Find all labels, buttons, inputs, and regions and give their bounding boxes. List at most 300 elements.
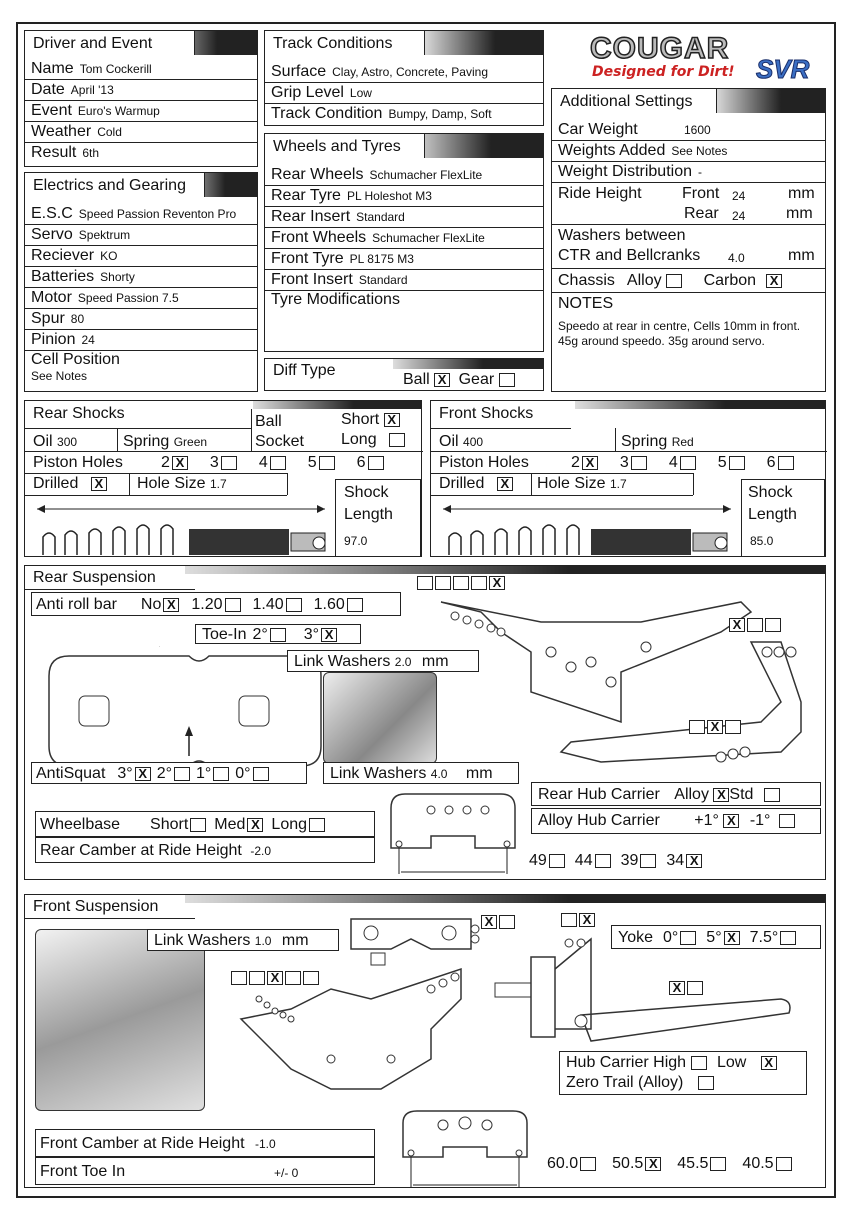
front-width-option-checkbox[interactable] bbox=[776, 1157, 792, 1171]
front-camber-value[interactable]: -1.0 bbox=[254, 1137, 276, 1151]
rear-shocks-panel bbox=[24, 400, 422, 557]
arb-option-label: 1.40 bbox=[252, 596, 284, 613]
yoke-label: Yoke bbox=[618, 929, 653, 946]
front-caster-hole-checkbox[interactable] bbox=[561, 913, 577, 927]
field-value[interactable]: 6th bbox=[82, 146, 100, 160]
field-label: Servo bbox=[31, 226, 73, 243]
rear-link-washers-bottom-label: Link Washers bbox=[330, 765, 427, 782]
front-block-drawing bbox=[397, 1107, 537, 1189]
rear-link-washers-bottom-value[interactable]: 4.0 bbox=[430, 767, 448, 781]
notes-label: NOTES bbox=[558, 295, 614, 312]
rear-shock-drawing bbox=[29, 499, 331, 555]
front-tower-drawing bbox=[231, 909, 501, 1105]
car-weight-value[interactable]: 1600 bbox=[684, 122, 711, 137]
rear-arm-hole-checkbox[interactable] bbox=[725, 720, 741, 734]
front-tower-hole-checkbox[interactable]: X bbox=[267, 971, 283, 985]
car-weight-label: Car Weight bbox=[558, 120, 638, 138]
row-track-condition bbox=[265, 103, 543, 124]
row-rear-insert bbox=[265, 206, 543, 227]
front-hub-low-label: Low bbox=[716, 1054, 747, 1071]
plus1-label: +1° bbox=[694, 812, 719, 829]
alloy-hub-carrier-row bbox=[531, 808, 821, 834]
rear-hub-boxes bbox=[729, 616, 783, 634]
front-shock-drawing bbox=[435, 499, 737, 555]
row-batteries bbox=[25, 266, 257, 287]
rear-hub-carrier-row bbox=[531, 782, 821, 806]
rear-piston-hole-option-label: 5 bbox=[307, 454, 317, 471]
front-width-options bbox=[547, 1155, 792, 1173]
front-hub-label: Hub Carrier bbox=[566, 1054, 649, 1071]
rear-short-checkbox[interactable]: X bbox=[384, 413, 400, 427]
rear-width-option-label: 34 bbox=[666, 852, 685, 869]
antisquat-option-checkbox[interactable] bbox=[253, 767, 269, 781]
rear-hub-std-label: Std bbox=[729, 786, 754, 803]
rear-piston-hole-option-label: 2 bbox=[161, 454, 170, 471]
toe-option-checkbox[interactable] bbox=[270, 628, 286, 642]
plus1-checkbox[interactable]: X bbox=[723, 814, 739, 828]
rear-hub-hole-checkbox[interactable] bbox=[765, 618, 781, 632]
front-spring-value[interactable]: Red bbox=[671, 435, 694, 449]
chassis-alloy-checkbox[interactable] bbox=[666, 274, 682, 288]
chassis-carbon-label: Carbon bbox=[703, 271, 757, 289]
field-label: Rear Wheels bbox=[271, 165, 364, 183]
front-susp-title: Front Suspension bbox=[33, 898, 159, 915]
front-width-option-checkbox[interactable] bbox=[580, 1157, 596, 1171]
field-value[interactable]: Schumacher FlexLite bbox=[372, 231, 485, 245]
field-value[interactable]: April '13 bbox=[70, 83, 114, 97]
field-label: Rear Tyre bbox=[271, 187, 341, 204]
rear-length-box bbox=[335, 479, 421, 557]
toe-option-label: 2° bbox=[252, 626, 268, 643]
row-front-insert bbox=[265, 269, 543, 290]
rear-oil-value[interactable]: 300 bbox=[57, 435, 78, 449]
ride-rear-mm: mm bbox=[786, 205, 813, 222]
rear-drilled-checkbox[interactable]: X bbox=[91, 477, 107, 491]
tyre-mods-row bbox=[265, 290, 543, 350]
row-pinion bbox=[25, 329, 257, 350]
rear-oil-label: Oil bbox=[33, 433, 53, 450]
rear-width-option-label: 44 bbox=[574, 852, 593, 869]
minus1-label: -1° bbox=[749, 812, 771, 829]
field-label: Weather bbox=[31, 123, 92, 140]
antisquat-option-checkbox[interactable] bbox=[213, 767, 229, 781]
front-caster-hole-checkbox[interactable]: X bbox=[579, 913, 595, 927]
rear-ball-label: Ball bbox=[255, 413, 282, 430]
wheels-title: Wheels and Tyres bbox=[265, 134, 425, 158]
field-value[interactable]: Tom Cockerill bbox=[79, 61, 152, 76]
additional-title: Additional Settings bbox=[552, 89, 717, 113]
rear-width-option-checkbox[interactable] bbox=[595, 854, 611, 868]
row-front-wheels bbox=[265, 227, 543, 248]
antisquat-option-label: 1° bbox=[195, 765, 212, 782]
rear-long-label: Long bbox=[341, 431, 377, 448]
field-label: Result bbox=[31, 144, 77, 161]
front-caster-boxes bbox=[561, 911, 597, 929]
chassis-carbon-checkbox[interactable]: X bbox=[766, 274, 782, 288]
field-value[interactable]: Schumacher FlexLite bbox=[369, 167, 483, 182]
yoke-option-label: 7.5° bbox=[749, 929, 779, 946]
additional-panel bbox=[551, 88, 826, 392]
front-piston-hole-option-checkbox[interactable] bbox=[778, 456, 794, 470]
tyre-mods-label: Tyre Modifications bbox=[271, 291, 400, 308]
diff-title: Diff Type bbox=[273, 362, 336, 379]
rear-tower-hole-checkbox[interactable] bbox=[453, 576, 469, 590]
rear-hub-std-checkbox[interactable] bbox=[764, 788, 780, 802]
wheelbase-option-checkbox[interactable] bbox=[309, 818, 325, 832]
cell-position-row bbox=[25, 350, 257, 390]
rear-width-option-checkbox[interactable] bbox=[640, 854, 656, 868]
diff-gear-label: Gear bbox=[458, 371, 495, 388]
arb-option-checkbox[interactable]: X bbox=[163, 598, 179, 612]
front-shock-photo bbox=[35, 929, 205, 1111]
front-width-option-label: 50.5 bbox=[612, 1155, 644, 1172]
rear-link-photo bbox=[323, 672, 437, 764]
alloy-hub-label: Alloy Hub Carrier bbox=[538, 812, 660, 829]
chassis-label: Chassis bbox=[558, 271, 615, 289]
ride-height-label: Ride Height bbox=[558, 185, 642, 202]
rear-piston-hole-option-checkbox[interactable] bbox=[368, 456, 384, 470]
row-rear-tyre bbox=[265, 185, 543, 206]
front-length-label-2: Length bbox=[748, 506, 797, 523]
rear-piston-hole-option-checkbox[interactable] bbox=[319, 456, 335, 470]
weight-dist-value[interactable]: - bbox=[697, 165, 702, 179]
track-panel bbox=[264, 30, 544, 126]
field-label: E.S.C bbox=[31, 204, 73, 222]
weight-dist-label: Weight Distribution bbox=[558, 163, 692, 180]
driver-event-panel bbox=[24, 30, 258, 167]
rear-camber-row bbox=[35, 837, 375, 863]
row-date bbox=[25, 79, 257, 100]
row-grip-level bbox=[265, 82, 543, 103]
antisquat-label: AntiSquat bbox=[36, 765, 106, 782]
rear-link-washers-top-row bbox=[287, 650, 479, 672]
rear-hub-hole-checkbox[interactable] bbox=[747, 618, 763, 632]
front-piston-hole-option-label: 2 bbox=[571, 454, 580, 471]
wheelbase-row bbox=[35, 811, 375, 837]
front-hole-size-value[interactable]: 1.7 bbox=[609, 477, 627, 491]
rear-hole-size-label: Hole Size bbox=[137, 475, 206, 492]
ride-front-mm: mm bbox=[788, 185, 815, 202]
toe-option-label: 3° bbox=[303, 626, 320, 643]
front-tower-hole-checkbox[interactable] bbox=[285, 971, 301, 985]
front-shocks-panel bbox=[430, 400, 826, 557]
washers-label-1: Washers between bbox=[558, 227, 686, 244]
yoke-option-checkbox[interactable]: X bbox=[724, 931, 740, 945]
front-spring-label: Spring bbox=[621, 433, 668, 450]
rear-piston-label: Piston Holes bbox=[33, 454, 123, 471]
notes-text[interactable]: Speedo at rear in centre, Cells 10mm in front. 45g around speedo. 35g around servo. bbox=[558, 319, 801, 348]
rear-tower-hole-checkbox[interactable] bbox=[435, 576, 451, 590]
cell-position-label: Cell Position bbox=[31, 351, 120, 368]
front-piston-hole-option-checkbox[interactable] bbox=[680, 456, 696, 470]
field-value[interactable]: Bumpy, Damp, Soft bbox=[388, 107, 492, 121]
antisquat-option-label: 0° bbox=[235, 765, 251, 782]
rear-spring-value[interactable]: Green bbox=[173, 435, 208, 449]
front-length-box bbox=[741, 479, 825, 557]
rear-hole-size-value[interactable]: 1.7 bbox=[209, 477, 227, 491]
field-value[interactable]: Cold bbox=[97, 125, 122, 139]
field-label: Rear Insert bbox=[271, 208, 351, 225]
front-tower-boxes bbox=[231, 969, 321, 987]
wheels-panel bbox=[264, 133, 544, 352]
weights-added-value[interactable]: See Notes bbox=[671, 144, 728, 158]
rear-link-washers-label: Link Washers bbox=[294, 653, 391, 670]
rear-tower-hole-checkbox[interactable] bbox=[471, 576, 487, 590]
washers-label-2: CTR and Bellcranks bbox=[558, 247, 701, 264]
rear-width-option-checkbox[interactable] bbox=[549, 854, 565, 868]
ride-rear-value[interactable]: 24 bbox=[732, 209, 746, 223]
rear-arm-hole-checkbox[interactable]: X bbox=[707, 720, 723, 734]
field-value[interactable]: Standard bbox=[356, 210, 405, 224]
arb-option-label: 1.20 bbox=[191, 596, 223, 613]
row-weather bbox=[25, 121, 257, 142]
front-link-washers-value[interactable]: 1.0 bbox=[254, 934, 272, 948]
field-value[interactable]: Clay, Astro, Concrete, Paving bbox=[332, 64, 488, 79]
field-label: Name bbox=[31, 59, 74, 77]
wheelbase-label: Wheelbase bbox=[40, 816, 121, 833]
toe-in-row bbox=[195, 624, 361, 644]
logo-tagline: Designed for Dirt! bbox=[592, 64, 735, 80]
washers-value[interactable]: 4.0 bbox=[728, 251, 745, 265]
rear-piston-hole-option-checkbox[interactable]: X bbox=[172, 456, 188, 470]
rear-short-label: Short bbox=[341, 411, 380, 428]
field-label: Front Wheels bbox=[271, 229, 367, 246]
field-label: Front Tyre bbox=[271, 250, 344, 267]
front-camber-label: Front Camber at Ride Height bbox=[40, 1135, 245, 1152]
toe-in-label: Toe-In bbox=[202, 626, 247, 643]
wheelbase-option-label: Long bbox=[271, 816, 308, 833]
front-toe-value[interactable]: +/- 0 bbox=[274, 1166, 299, 1180]
field-value[interactable]: Spektrum bbox=[78, 228, 131, 242]
row-spur bbox=[25, 308, 257, 329]
field-label: Grip Level bbox=[271, 84, 344, 101]
rear-width-option-label: 39 bbox=[620, 852, 639, 869]
front-arm-hole-checkbox[interactable]: X bbox=[669, 981, 685, 995]
rear-suspension-block-drawing bbox=[39, 646, 329, 776]
rear-arm-boxes bbox=[689, 718, 743, 736]
electrics-panel bbox=[24, 172, 258, 392]
row-name bbox=[25, 58, 257, 79]
front-piston-label: Piston Holes bbox=[439, 454, 529, 471]
row-servo bbox=[25, 224, 257, 245]
arb-option-label: No bbox=[140, 596, 162, 613]
svg-text:COUGAR: COUGAR bbox=[590, 32, 730, 65]
front-piston-hole-option-checkbox[interactable]: X bbox=[582, 456, 598, 470]
wheelbase-option-checkbox[interactable]: X bbox=[247, 818, 263, 832]
front-bellcrank-hole-checkbox[interactable]: X bbox=[481, 915, 497, 929]
rear-camber-value[interactable]: -2.0 bbox=[250, 844, 272, 858]
field-label: Event bbox=[31, 102, 72, 119]
rear-piston-hole-option-label: 4 bbox=[258, 454, 268, 471]
rear-hub-label: Rear Hub Carrier bbox=[538, 786, 660, 803]
front-bellcrank-hole-checkbox[interactable] bbox=[499, 915, 515, 929]
front-width-option-label: 60.0 bbox=[547, 1155, 579, 1172]
wheelbase-option-label: Med bbox=[214, 816, 246, 833]
front-length-value[interactable]: 85.0 bbox=[750, 534, 774, 548]
front-tower-hole-checkbox[interactable] bbox=[303, 971, 319, 985]
field-label: Surface bbox=[271, 62, 327, 80]
yoke-option-checkbox[interactable] bbox=[780, 931, 796, 945]
weights-added-label: Weights Added bbox=[558, 142, 666, 159]
field-value[interactable]: Speed Passion 7.5 bbox=[77, 291, 179, 305]
row-e-s-c bbox=[25, 203, 257, 224]
diff-ball-label: Ball bbox=[403, 371, 430, 388]
rear-length-value[interactable]: 97.0 bbox=[344, 534, 368, 548]
rear-tower-hole-checkbox[interactable] bbox=[417, 576, 433, 590]
arb-option-checkbox[interactable] bbox=[286, 598, 302, 612]
row-front-tyre bbox=[265, 248, 543, 269]
field-label: Motor bbox=[31, 289, 72, 306]
front-hole-size-label: Hole Size bbox=[537, 475, 606, 492]
rear-shocks-title: Rear Shocks bbox=[33, 405, 125, 422]
arb-option-checkbox[interactable] bbox=[225, 598, 241, 612]
yoke-option-checkbox[interactable] bbox=[680, 931, 696, 945]
chassis-alloy-label: Alloy bbox=[626, 271, 662, 289]
wheelbase-option-label: Short bbox=[150, 816, 189, 833]
rear-tower-boxes-row bbox=[417, 574, 507, 592]
rear-hub-hole-checkbox[interactable]: X bbox=[729, 618, 745, 632]
rear-link-washers-bottom-row bbox=[323, 762, 519, 784]
field-value[interactable]: PL Holeshot M3 bbox=[346, 189, 432, 203]
field-value[interactable]: Low bbox=[349, 86, 372, 100]
zero-trail-label: Zero Trail (Alloy) bbox=[566, 1074, 684, 1091]
driver-event-title: Driver and Event bbox=[25, 31, 195, 55]
front-shocks-title: Front Shocks bbox=[439, 405, 534, 422]
row-reciever bbox=[25, 245, 257, 266]
washers-mm: mm bbox=[788, 247, 815, 264]
antisquat-option-checkbox[interactable] bbox=[174, 767, 190, 781]
front-piston-hole-option-label: 6 bbox=[766, 454, 776, 471]
field-value[interactable]: Euro's Warmup bbox=[77, 104, 160, 118]
cell-position-value[interactable]: See Notes bbox=[31, 369, 88, 383]
front-link-washers-mm: mm bbox=[281, 932, 309, 949]
rear-width-options bbox=[529, 852, 702, 870]
rear-tower-hole-checkbox[interactable]: X bbox=[489, 576, 505, 590]
front-length-label-1: Shock bbox=[748, 484, 793, 501]
front-piston-hole-option-checkbox[interactable] bbox=[631, 456, 647, 470]
rear-hub-alloy-label: Alloy bbox=[674, 786, 709, 803]
front-piston-hole-option-checkbox[interactable] bbox=[729, 456, 745, 470]
rear-length-label-1: Shock bbox=[344, 484, 389, 501]
field-value[interactable]: KO bbox=[100, 249, 118, 263]
front-width-option-label: 40.5 bbox=[742, 1155, 774, 1172]
front-oil-label: Oil bbox=[439, 433, 459, 450]
yoke-option-label: 0° bbox=[663, 929, 679, 946]
front-piston-hole-option-label: 3 bbox=[619, 454, 629, 471]
front-width-option-checkbox[interactable] bbox=[710, 1157, 726, 1171]
rear-piston-hole-option-checkbox[interactable] bbox=[221, 456, 237, 470]
front-hub-high-checkbox[interactable] bbox=[691, 1056, 707, 1070]
rear-piston-hole-option-label: 3 bbox=[209, 454, 219, 471]
rear-piston-hole-option-checkbox[interactable] bbox=[270, 456, 286, 470]
front-piston-hole-option-label: 5 bbox=[717, 454, 727, 471]
field-label: Front Insert bbox=[271, 271, 353, 288]
yoke-row bbox=[611, 925, 821, 949]
front-piston-hole-option-label: 4 bbox=[668, 454, 678, 471]
front-tower-hole-checkbox[interactable] bbox=[249, 971, 265, 985]
field-label: Track Condition bbox=[271, 105, 383, 122]
field-label: Spur bbox=[31, 310, 65, 327]
antisquat-option-label: 2° bbox=[156, 765, 172, 782]
toe-option-checkbox[interactable]: X bbox=[321, 628, 337, 642]
field-value[interactable]: Speed Passion Reventon Pro bbox=[78, 206, 237, 221]
field-label: Batteries bbox=[31, 268, 95, 285]
front-toe-label: Front Toe In bbox=[40, 1163, 126, 1180]
field-label: Pinion bbox=[31, 331, 76, 348]
front-drilled-label: Drilled bbox=[439, 475, 485, 492]
arb-option-checkbox[interactable] bbox=[347, 598, 363, 612]
field-value[interactable]: Shorty bbox=[100, 270, 135, 284]
rear-piston-hole-option-label: 6 bbox=[356, 454, 366, 471]
rear-link-washers-bottom-mm: mm bbox=[465, 765, 493, 782]
front-toe-row bbox=[35, 1157, 375, 1185]
field-value[interactable]: 24 bbox=[81, 333, 95, 347]
rear-camber-label: Rear Camber at Ride Height bbox=[40, 842, 242, 859]
front-width-option-label: 45.5 bbox=[677, 1155, 709, 1172]
diff-panel bbox=[264, 358, 544, 391]
row-rear-wheels bbox=[265, 164, 543, 185]
field-label: Date bbox=[31, 81, 65, 98]
yoke-option-label: 5° bbox=[706, 929, 722, 946]
electrics-title: Electrics and Gearing bbox=[25, 173, 205, 197]
rear-hub-alloy-checkbox[interactable]: X bbox=[713, 788, 729, 802]
rear-wheelbase-block-drawing bbox=[385, 788, 525, 878]
rear-drilled-label: Drilled bbox=[33, 475, 79, 492]
antisquat-option-checkbox[interactable]: X bbox=[135, 767, 151, 781]
diff-ball-checkbox[interactable]: X bbox=[434, 373, 450, 387]
row-motor bbox=[25, 287, 257, 308]
diff-gear-checkbox[interactable] bbox=[499, 373, 515, 387]
field-value[interactable]: PL 8175 M3 bbox=[349, 252, 414, 266]
rear-long-checkbox[interactable] bbox=[389, 433, 405, 447]
row-surface bbox=[265, 61, 543, 82]
antisquat-option-label: 3° bbox=[117, 765, 133, 782]
arb-option-label: 1.60 bbox=[313, 596, 345, 613]
front-suspension-panel bbox=[24, 894, 826, 1188]
zero-trail-checkbox[interactable] bbox=[698, 1076, 714, 1090]
front-width-option-checkbox[interactable]: X bbox=[645, 1157, 661, 1171]
front-tower-hole-checkbox[interactable] bbox=[231, 971, 247, 985]
ride-rear-label: Rear bbox=[684, 205, 719, 222]
front-camber-row bbox=[35, 1129, 375, 1157]
field-value[interactable]: Standard bbox=[358, 273, 408, 287]
wheelbase-option-checkbox[interactable] bbox=[190, 818, 206, 832]
rear-arm-hole-checkbox[interactable] bbox=[689, 720, 705, 734]
rear-width-option-checkbox[interactable]: X bbox=[686, 854, 702, 868]
svg-text:SVR: SVR bbox=[756, 54, 810, 82]
rear-spring-label: Spring bbox=[123, 433, 170, 450]
front-hub-high-label: High bbox=[653, 1054, 687, 1071]
ride-front-label: Front bbox=[682, 185, 720, 202]
minus1-checkbox[interactable] bbox=[779, 814, 795, 828]
rear-width-option-label: 49 bbox=[529, 852, 547, 869]
front-hub-carrier-row bbox=[559, 1051, 807, 1095]
front-link-washers-label: Link Washers bbox=[154, 932, 251, 949]
rear-link-washers-top-mm: mm bbox=[421, 653, 449, 670]
rear-shock-tower-drawing bbox=[421, 572, 821, 782]
rear-length-label-2: Length bbox=[344, 506, 393, 523]
rear-link-washers-top-value[interactable]: 2.0 bbox=[394, 655, 412, 669]
track-title: Track Conditions bbox=[265, 31, 425, 55]
antisquat-row bbox=[31, 762, 307, 784]
ride-front-value[interactable]: 24 bbox=[732, 189, 746, 203]
front-hub-low-checkbox[interactable]: X bbox=[761, 1056, 777, 1070]
field-label: Reciever bbox=[31, 247, 95, 264]
rear-suspension-panel bbox=[24, 565, 826, 880]
front-drilled-checkbox[interactable]: X bbox=[497, 477, 513, 491]
field-value[interactable]: 80 bbox=[70, 312, 85, 326]
front-oil-value[interactable]: 400 bbox=[463, 435, 484, 449]
